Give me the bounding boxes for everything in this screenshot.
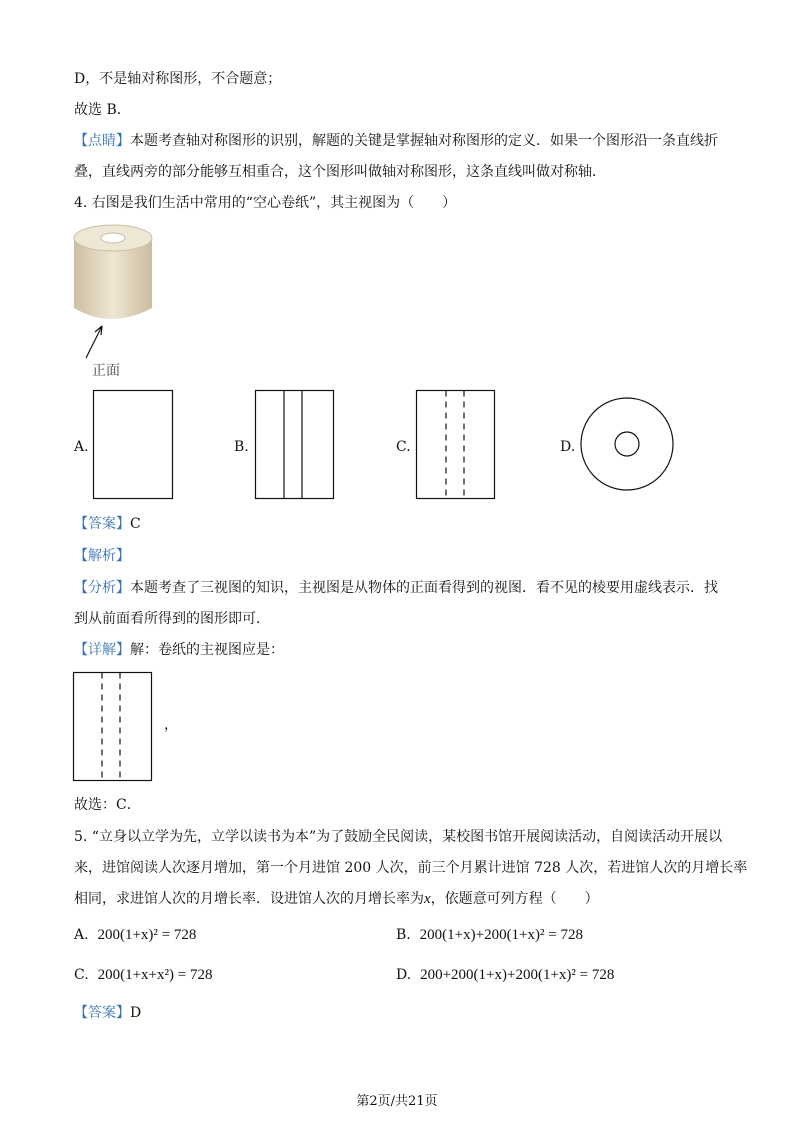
equation: 200(1+x)² = 728: [97, 927, 197, 943]
section-tag: 【答案】: [74, 516, 130, 532]
question-stem: [74, 890, 599, 908]
conclusion: 故选：C．: [74, 797, 141, 813]
text-line: [74, 132, 718, 150]
option-label: B.: [396, 927, 411, 943]
option-c: [74, 966, 212, 984]
option-b-figure: [255, 390, 335, 500]
option-a-figure: [93, 390, 173, 500]
question-stem: 来，进馆阅读人次逐月增加，第一个月进馆 200 人次，前三个月累计进馆 728 人次，若进馆人次的月增长率: [74, 860, 748, 876]
question-stem: 5. “立身以立学为先，立学以读书为本”为了鼓励全民阅读，某校图书馆开展阅读活动，自阅读活动开展以: [74, 829, 723, 845]
section-tag: 【答案】: [74, 1005, 130, 1021]
text-line: 故选 B．: [74, 102, 131, 118]
option-label: A.: [74, 439, 89, 455]
text-span: ，依题意可列方程（ ）: [430, 891, 599, 907]
option-label: C.: [396, 439, 411, 455]
arrow-line: [86, 326, 102, 358]
text-line: [74, 641, 284, 659]
option-label: A.: [74, 927, 89, 943]
section-tag: 【解析】: [74, 548, 130, 564]
option-label: C.: [74, 967, 89, 983]
section-tag: 【详解】: [74, 642, 130, 658]
text-line: 叠，直线两旁的部分能够互相重合，这个图形叫做轴对称图形，这条直线叫做对称轴．: [74, 164, 606, 180]
text-line: 到从前面看所得到的图形即可．: [74, 611, 270, 627]
text-span: 本题考查了三视图的知识，主视图是从物体的正面看得到的视图．看不见的棱要用虚线表示．找: [130, 580, 718, 596]
option-label: D.: [560, 439, 576, 455]
answer-value: D: [130, 1005, 142, 1021]
text-span: 解：卷纸的主视图应是：: [130, 642, 284, 658]
roll-hole: [101, 233, 125, 243]
page-footer: 第2页/共21页: [356, 1094, 438, 1109]
toilet-roll-illustration: [66, 222, 166, 382]
question-stem: 4. 右图是我们生活中常用的“空心卷纸”，其主视图为（ ）: [74, 195, 457, 211]
option-a: [74, 926, 196, 944]
equation: 200+200(1+x)+200(1+x)² = 728: [420, 967, 615, 983]
option-label: B.: [234, 439, 249, 455]
text-line: [74, 579, 718, 597]
photo-caption: 正面: [92, 363, 120, 379]
text-span: 本题考查轴对称图形的识别，解题的关键是掌握轴对称图形的定义．如果一个图形沿一条直线折: [130, 133, 718, 149]
option-d: [396, 966, 614, 984]
equation: 200(1+x+x²) = 728: [97, 967, 213, 983]
option-b: [396, 926, 583, 944]
comma: ，: [164, 717, 178, 733]
text-line: D，不是轴对称图形，不合题意；: [74, 71, 282, 87]
text-span: 相同，求进馆人次的月增长率．设进馆人次的月增长率为: [74, 891, 424, 907]
answer-line: [74, 1004, 141, 1022]
option-c-figure: [416, 390, 496, 500]
section-tag: 【点睛】: [74, 133, 130, 149]
answer-value: C: [130, 516, 141, 532]
answer-figure: [73, 672, 153, 782]
option-label: D.: [396, 967, 412, 983]
answer-line: [74, 515, 141, 533]
variable: x: [424, 891, 431, 907]
section-tag: 【分析】: [74, 580, 130, 596]
equation: 200(1+x)+200(1+x)² = 728: [419, 927, 583, 943]
option-d-figure: [580, 397, 674, 491]
